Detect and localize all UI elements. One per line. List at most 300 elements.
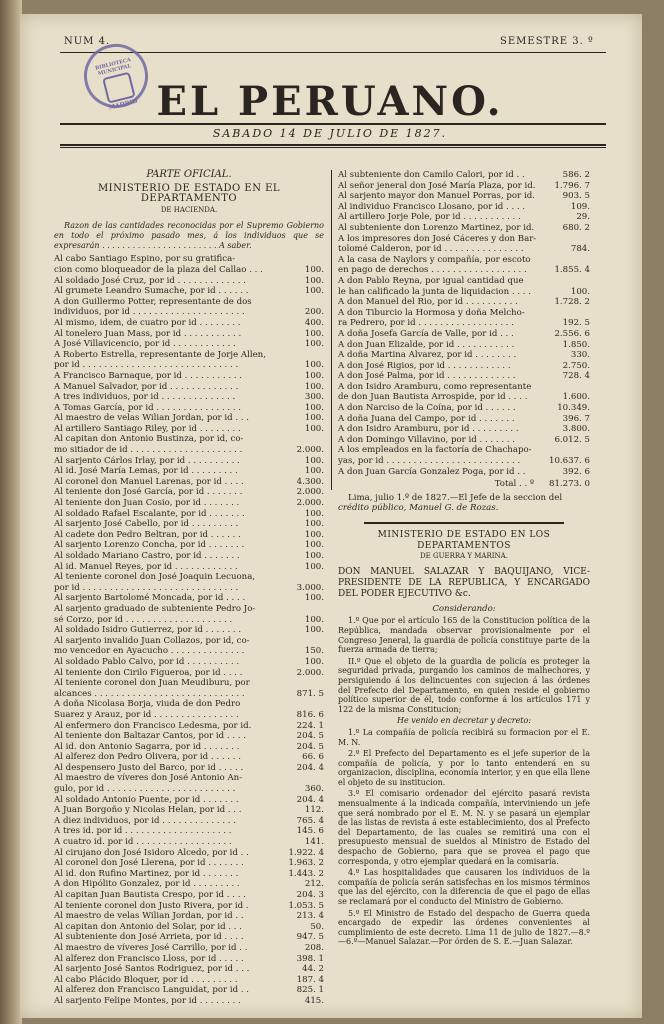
- issue-number: NUM 4.: [64, 36, 111, 47]
- item-amount: 765. 4: [296, 815, 324, 826]
- item-amount: 100.: [304, 413, 324, 424]
- item-description: Al despensero Justo del Barco, por id . . . . .: [54, 762, 244, 773]
- item-amount: 204. 3: [296, 890, 324, 900]
- list-item: [54, 890, 324, 901]
- item-amount: 10.637. 6: [548, 456, 590, 467]
- list-item: [54, 329, 324, 340]
- list-item: [54, 477, 324, 488]
- item-description: Al coronel don José Llerena, por id . . . . . . .: [54, 858, 244, 869]
- list-item: [338, 435, 590, 446]
- item-description: cion como bloqueador de la plaza del Callao . . .: [54, 264, 263, 275]
- item-description: yas, por id . . . . . . . . . . . . . . . . . . . . . . . . .: [338, 456, 521, 467]
- total-row: [338, 479, 590, 490]
- item-amount: 100.: [304, 455, 324, 466]
- list-item: [54, 530, 324, 541]
- item-amount: 1.796. 7: [554, 180, 590, 191]
- item-description: A don Pablo Reyna, por igual cantidad que: [338, 275, 524, 286]
- item-amount: 112.: [304, 805, 324, 816]
- list-item: [338, 318, 590, 329]
- item-description: A don Juan Elizalde, por id . . . . . . . . . . .: [338, 339, 515, 350]
- dateline-rule-thin: [60, 147, 606, 148]
- item-amount: 1.850.: [562, 339, 590, 350]
- item-description: Al subteniente don Camilo Calori, por id . .: [338, 170, 525, 180]
- list-item: [338, 371, 590, 382]
- list-item: [54, 276, 324, 287]
- item-amount: 1.922. 4: [288, 847, 324, 858]
- item-amount: [280, 572, 324, 583]
- item-description: Al capitan don Antonio del Solar, por id . . .: [54, 921, 242, 932]
- list-item: [54, 689, 324, 700]
- item-description: A Tomas García, por id . . . . . . . . . . . . . . . .: [54, 402, 242, 413]
- item-amount: 10.349.: [557, 403, 590, 414]
- item-amount: 100.: [304, 370, 324, 381]
- item-amount: 816. 6: [296, 709, 324, 720]
- list-item: [54, 636, 324, 647]
- item-amount: 903. 5: [562, 191, 590, 202]
- item-amount: 728. 4: [562, 371, 590, 382]
- list-item: [54, 985, 324, 996]
- decree-paragraph: 5.º El Ministro de Estado del despacho de Guerra queda encargado de expedir las órdenes convenientes al cumplimiento de este decreto. Lima 11 de julio de 1827.—8.º—6.º—Manuel Salazar.—Por órden de S. E.—Juan Salazar.: [338, 908, 590, 947]
- item-description: A don José Palma, por id . . . . . . . . . . . . .: [338, 371, 516, 382]
- item-description: en pago de derechos . . . . . . . . . . . . . . . . . .: [338, 265, 527, 276]
- dateline: SABADO 14 DE JULIO DE 1827.: [212, 127, 448, 140]
- intro-paragraph: Razon de las cantidades reconocidas por el Supremo Gobierno en todo el próximo pasado mes, á los individuos que se expresarán . . . . . . . . . . . . . . . . . . . . . . . A saber.: [54, 221, 324, 251]
- list-item: [338, 340, 590, 351]
- list-item: [338, 456, 590, 467]
- list-item: [54, 424, 324, 435]
- ministry2-heading: MINISTERIO DE ESTADO EN LOS DEPARTAMENTOS: [377, 530, 551, 551]
- item-amount: 3.000.: [296, 582, 324, 593]
- item-description: Al soldado Antonio Puente, por id . . . . . . .: [54, 794, 239, 805]
- item-description: Al sarjento Lorenzo Concha, por id . . . . . . .: [54, 540, 245, 551]
- item-amount: 392. 6: [562, 466, 590, 477]
- item-amount: [280, 604, 324, 615]
- item-description: A cuatro id. por id . . . . . . . . . . . . . . . . . .: [54, 837, 232, 848]
- item-amount: 2.750.: [562, 360, 590, 371]
- total-label: Total . . º: [494, 479, 534, 490]
- list-item: [54, 911, 324, 922]
- list-item: [54, 996, 324, 1007]
- item-amount: 204. 5: [296, 731, 324, 742]
- item-amount: 415.: [304, 995, 324, 1006]
- item-description: Al sarjento Felipe Montes, por id . . . . . . . .: [54, 995, 241, 1006]
- list-item: [54, 657, 324, 668]
- item-description: Al maestro de víveres José Carrillo, por id . .: [54, 942, 248, 953]
- item-amount: 100.: [304, 551, 324, 561]
- item-description: Al tonelero Juan Mass, por id . . . . . . . . . . .: [54, 328, 242, 339]
- item-amount: [546, 445, 590, 456]
- list-item: [54, 943, 324, 954]
- item-description: Al sarjento José Santos Rodriguez, por id . . .: [54, 964, 250, 975]
- decree-paragraph: 2.º El Prefecto del Departamento es el jefe superior de la compañía de policía, y por lo tanto entenderá en su organizacion, disciplina, economía interior, y en que ella llene el objeto de su institucion.: [338, 749, 590, 787]
- item-amount: 100.: [304, 540, 324, 551]
- list-item: [54, 901, 324, 912]
- item-description: Al subteniente don José Arrieta, por id . . . .: [54, 932, 244, 943]
- list-item: [338, 382, 590, 393]
- list-item: [54, 403, 324, 414]
- item-amount: 150.: [304, 646, 324, 657]
- item-amount: 100.: [570, 286, 590, 297]
- item-description: Al capitan Juan Bautista Crespo, por id . . . .: [54, 890, 246, 900]
- list-item: [54, 795, 324, 806]
- list-item: [54, 487, 324, 498]
- item-amount: 2.556. 6: [554, 328, 590, 339]
- considerando-label: Considerando:: [432, 603, 496, 614]
- item-description: Al soldado Rafael Escalante, por id . . . . . . .: [54, 508, 245, 519]
- list-item: [54, 879, 324, 890]
- left-column: [54, 170, 324, 1007]
- list-item: [338, 202, 590, 213]
- list-item: [54, 721, 324, 732]
- item-amount: 400.: [304, 317, 324, 328]
- item-description: A don Isidro Aramburu, como representante: [338, 381, 532, 392]
- decree-paragraph: II.º Que el objeto de la guardia de policía es proteger la seguridad privada, purgando los caminos de malhechores, y persiguiendo á los delincuentes con sujecion á las órdenes del Prefecto del Departamento, en quien reside el gobierno político superior de él, todo conforme á los artículos 171 y 122 de la misma Constitucion;: [338, 656, 590, 714]
- item-amount: 2.000.: [296, 487, 324, 498]
- list-item: [54, 742, 324, 753]
- item-description: Al id. Manuel Reyes, por id . . . . . . . . . . . .: [54, 561, 238, 572]
- item-description: Al id. José María Lemas, por id . . . . . . . . .: [54, 466, 238, 477]
- item-description: A tres individuos, por id . . . . . . . . . . . . . .: [54, 392, 236, 403]
- item-description: Al teniente don Juan Cosio, por id . . . . . . .: [54, 498, 240, 509]
- book-binding: [0, 0, 22, 1024]
- item-description: A don Manuel del Rio, por id . . . . . . . . . .: [338, 297, 518, 308]
- list-item: [54, 583, 324, 594]
- item-description: A Juan Borgoño y Nicolas Helan, por id . . .: [54, 805, 242, 816]
- list-item: [54, 710, 324, 721]
- item-description: Al capitan don Antonio Bustinza, por id, co-: [54, 434, 244, 445]
- list-item: [54, 604, 324, 615]
- item-amount: 2.000.: [296, 667, 324, 678]
- item-amount: 100.: [304, 593, 324, 604]
- list-item: [338, 287, 590, 298]
- item-description: de don Juan Bautista Arrospide, por id . . . .: [338, 392, 528, 403]
- list-item: [54, 848, 324, 859]
- item-description: ra Pedrero, por id . . . . . . . . . . . . . . . . . .: [338, 318, 514, 329]
- list-item: [54, 964, 324, 975]
- item-description: mo sitiador de id . . . . . . . . . . . . . . . . . . . . .: [54, 445, 243, 456]
- item-amount: [280, 297, 324, 308]
- item-amount: 100.: [304, 286, 324, 297]
- item-description: sé Corzo, por id . . . . . . . . . . . . . . . . . . . .: [54, 614, 233, 625]
- list-item: [54, 922, 324, 933]
- item-amount: 398. 1: [296, 953, 324, 964]
- item-amount: 1.855. 4: [554, 265, 590, 276]
- item-amount: 212.: [304, 879, 324, 890]
- item-description: Al soldado Isidro Gutierrez, por id . . . . . . .: [54, 625, 242, 636]
- list-item: [54, 699, 324, 710]
- total-value: 81.273. 0: [548, 479, 590, 490]
- decree-paragraph: 3.º El comisario ordenador del ejército pasará revista mensualmente á la indicada compañía, interviniendo un jefe que será nombrado por el E. M. N. y se pasará un ejemplar de las listas de revista á este establecimiento, dos al Prefecto del Departamento, de las cuales se remitirá una con el presupuesto mensual de sueldos al Ministro de Estado del despacho de Gobierno, para que se provea el pago que corresponda, y otro ejemplar quedará en la comisaría.: [338, 789, 590, 866]
- list-item: [54, 519, 324, 530]
- item-description: Al enfermero don Francisco Ledesma, por id.: [54, 720, 252, 731]
- item-amount: 947. 5: [296, 932, 324, 943]
- list-item: [338, 212, 590, 223]
- item-amount: 360.: [304, 784, 324, 795]
- item-description: A don Guillermo Potter, representante de dos: [54, 296, 252, 307]
- item-description: A José Villavicencio, por id . . . . . . . . . . . .: [54, 339, 236, 350]
- item-description: Al mismo, idem, de cuatro por id . . . . . . . .: [54, 317, 241, 328]
- list-item: [338, 403, 590, 414]
- list-item: [54, 350, 324, 361]
- list-item: [54, 805, 324, 816]
- list-item: [54, 562, 324, 573]
- item-description: Suarez y Arauz, por id . . . . . . . . . . . . . . . .: [54, 709, 239, 720]
- item-amount: 50.: [310, 921, 324, 932]
- list-item: [54, 668, 324, 679]
- list-item: [338, 244, 590, 255]
- item-amount: 100.: [304, 466, 324, 477]
- item-amount: 192. 5: [562, 318, 590, 329]
- item-description: Al id. don Antonio Sagarra, por id . . . . . . .: [54, 741, 240, 752]
- list-item: [54, 318, 324, 329]
- item-description: Al maestro de velas Wilian Jordan, por id . . .: [54, 413, 250, 424]
- list-item: [338, 265, 590, 276]
- item-description: A doña Josefa García de Valle, por id . . .: [338, 328, 514, 339]
- ministry-heading: MINISTERIO DE ESTADO EN EL DEPARTAMENTO: [97, 182, 281, 205]
- item-description: Al soldado José Cruz, por id . . . . . . . . . . . . .: [54, 275, 246, 286]
- list-item: [338, 297, 590, 308]
- item-amount: 100.: [304, 625, 324, 636]
- list-item: [338, 350, 590, 361]
- semester-label: SEMESTRE 3. º: [500, 36, 594, 47]
- list-item: [54, 413, 324, 424]
- item-description: Al teniente don Baltazar Cantos, por id . . . .: [54, 731, 246, 742]
- masthead-rule: [60, 123, 606, 125]
- item-description: le han calificado la junta de liquidacion . . . .: [338, 286, 531, 297]
- right-column: [338, 170, 590, 947]
- list-item: [54, 858, 324, 869]
- list-item: [54, 392, 324, 403]
- top-rule: [60, 52, 606, 53]
- item-amount: 187. 4: [296, 974, 324, 985]
- item-description: A don Hipólito Gonzalez, por id . . . . . . . . .: [54, 879, 240, 890]
- payment-list-continued: [338, 170, 590, 477]
- list-item: [338, 181, 590, 192]
- item-amount: 100.: [304, 264, 324, 275]
- list-item: [54, 382, 324, 393]
- list-item: [54, 646, 324, 657]
- item-description: Al sarjento graduado de subteniente Pedro Jo-: [54, 603, 256, 614]
- decree-paragraph: He venido en decretar y decreto:: [396, 716, 532, 726]
- item-amount: [546, 234, 590, 245]
- list-item: [338, 170, 590, 181]
- masthead-title: EL PERUANO.: [156, 78, 504, 125]
- list-item: [54, 445, 324, 456]
- item-amount: 4.300.: [296, 476, 324, 487]
- item-description: A los empleados en la factoría de Chachapo-: [338, 445, 532, 456]
- list-item: [338, 255, 590, 266]
- item-amount: 330.: [570, 350, 590, 361]
- list-item: [54, 932, 324, 943]
- item-description: Al cadete don Pedro Beltran, por id . . . . . .: [54, 529, 241, 540]
- item-amount: 1.963. 2: [288, 858, 324, 869]
- list-item: [338, 361, 590, 372]
- item-description: mo vencedor en Ayacucho . . . . . . . . . . . . . .: [54, 646, 245, 657]
- item-description: A don Isidro Aramburu, por id . . . . . . . . .: [338, 424, 519, 435]
- list-item: [54, 826, 324, 837]
- item-description: Al artillero Santiago Riley, por id . . . . . . . .: [54, 423, 241, 434]
- list-item: [54, 371, 324, 382]
- list-item: [338, 191, 590, 202]
- item-amount: [280, 773, 324, 784]
- item-amount: 145. 6: [296, 826, 324, 837]
- list-item: [338, 392, 590, 403]
- list-item: [54, 551, 324, 562]
- list-item: [54, 498, 324, 509]
- item-description: Al alferez don Francisco Languidat, por id . .: [54, 985, 250, 996]
- signature-line: Lima, julio 1.º de 1827.—El Jefe de la seccion del: [348, 492, 563, 503]
- item-description: Al cabo Plácido Bloquer, por id . . . . . . . . .: [54, 974, 238, 985]
- item-amount: [546, 276, 590, 287]
- list-item: [54, 869, 324, 880]
- decree-heading: DON MANUEL SALAZAR Y BAQUIJANO, VICE-PRESIDENTE DE LA REPUBLICA, Y ENCARGADO DEL PODER EJECUTIVO &c.: [338, 566, 590, 599]
- list-item: [54, 339, 324, 350]
- item-amount: 200.: [304, 307, 324, 318]
- item-description: Al id. don Rufino Martinez, por id . . . . . . .: [54, 868, 239, 879]
- list-item: [338, 414, 590, 425]
- list-item: [54, 509, 324, 520]
- item-amount: 3.800.: [562, 424, 590, 435]
- item-description: Al alferez don Pedro Olivera, por id . . . . . .: [54, 752, 241, 763]
- item-description: Al sarjento José Cabello, por id . . . . . . . . .: [54, 519, 239, 530]
- item-amount: [546, 255, 590, 266]
- list-item: [54, 625, 324, 636]
- section-rule: [364, 522, 564, 524]
- item-description: por id . . . . . . . . . . . . . . . . . . . . . . . . . . . . .: [54, 582, 239, 593]
- item-amount: 396. 7: [562, 413, 590, 424]
- item-amount: 224. 1: [296, 720, 324, 731]
- item-amount: [280, 434, 324, 445]
- item-amount: 1.728. 2: [554, 297, 590, 308]
- item-description: A doña Juana del Campo, por id . . . . . . .: [338, 413, 515, 424]
- list-item: [54, 286, 324, 297]
- list-item: [54, 615, 324, 626]
- ministry2-subheading: DE GUERRA Y MARINA.: [420, 552, 508, 561]
- item-amount: 100.: [304, 656, 324, 667]
- item-description: Al soldado Mariano Castro, por id . . . . . . .: [54, 551, 240, 561]
- item-amount: 208.: [304, 942, 324, 953]
- list-item: [338, 329, 590, 340]
- item-description: A don Domingo Villavino, por id . . . . . . .: [338, 434, 515, 445]
- item-amount: 141.: [304, 837, 324, 848]
- list-item: [54, 678, 324, 689]
- item-amount: 6.012. 5: [554, 434, 590, 445]
- decree-paragraphs: [338, 616, 590, 947]
- item-description: gulo, por id . . . . . . . . . . . . . . . . . . . . . . . .: [54, 784, 236, 795]
- item-amount: 100.: [304, 561, 324, 572]
- list-item: [54, 752, 324, 763]
- list-item: [54, 731, 324, 742]
- item-amount: 100.: [304, 529, 324, 540]
- item-description: A don Narciso de la Coína, por id . . . . . .: [338, 403, 516, 414]
- list-item: [54, 466, 324, 477]
- item-amount: 100.: [304, 275, 324, 286]
- item-description: A don Juan García Gonzalez Poga, por id . .: [338, 466, 526, 477]
- stamp-text-top: BIBLIOTECA MUNICIPAL: [94, 57, 132, 78]
- item-amount: [546, 382, 590, 393]
- item-amount: 109.: [570, 201, 590, 212]
- item-amount: 784.: [570, 244, 590, 255]
- item-description: alcances . . . . . . . . . . . . . . . . . . . . . . . . . . . .: [54, 688, 245, 699]
- list-item: [338, 424, 590, 435]
- list-item: [338, 234, 590, 245]
- list-item: [338, 276, 590, 287]
- item-description: Al teniente coronel don Juan Meudiburu, por: [54, 678, 250, 689]
- item-description: Al señor jeneral don José María Plaza, por id.: [338, 180, 536, 191]
- item-description: A Francisco Barnaque, por id . . . . . . . . . . .: [54, 370, 243, 381]
- item-amount: [280, 678, 324, 689]
- list-item: [54, 265, 324, 276]
- item-description: Al individuo Francisco Llosano, por id . . . .: [338, 201, 526, 212]
- item-amount: 29.: [576, 212, 590, 223]
- item-amount: 300.: [304, 392, 324, 403]
- item-amount: [280, 254, 324, 265]
- item-description: Al sarjento mayor don Manuel Porras, por id.: [338, 191, 535, 202]
- item-amount: 1.443. 2: [288, 868, 324, 879]
- list-item: [54, 360, 324, 371]
- item-amount: [280, 350, 324, 361]
- item-description: A tres id. por id . . . . . . . . . . . . . . . . . . . .: [54, 826, 232, 837]
- item-amount: 100.: [304, 519, 324, 530]
- item-amount: 2.000.: [296, 445, 324, 456]
- item-amount: [546, 308, 590, 319]
- item-amount: 204. 5: [296, 741, 324, 752]
- item-amount: 100.: [304, 614, 324, 625]
- list-item: [54, 540, 324, 551]
- list-item: [54, 784, 324, 795]
- item-amount: 100.: [304, 328, 324, 339]
- list-item: [54, 456, 324, 467]
- item-amount: 100.: [304, 423, 324, 434]
- item-amount: 100.: [304, 381, 324, 392]
- list-item: [54, 307, 324, 318]
- item-description: tolomé Calderon, por id . . . . . . . . . . . . . . .: [338, 244, 524, 255]
- list-item: [338, 467, 590, 478]
- list-item: [338, 308, 590, 319]
- item-description: Al teniente don José García, por id . . . . . . .: [54, 487, 243, 498]
- item-amount: 66. 6: [302, 752, 324, 763]
- section-heading: PARTE OFICIAL.: [146, 169, 232, 180]
- item-amount: 204. 4: [296, 762, 324, 773]
- dateline-rule: [60, 144, 606, 146]
- item-amount: 1.600.: [562, 392, 590, 403]
- item-description: Al grumete Leandro Sumache, por id . . . . . .: [54, 286, 249, 297]
- item-description: A Roberto Estrella, representante de Jorje Allen,: [54, 349, 266, 360]
- list-item: [54, 773, 324, 784]
- column-divider: [331, 170, 332, 490]
- item-amount: 871. 5: [296, 688, 324, 699]
- list-item: [54, 763, 324, 774]
- decree-paragraph: 4.º Las hospitalidades que causaren los individuos de la compañía de policía serán satisfechas en los mismos términos que las del ejército, con la diferencia de que el pago de ellas se reclamará por el conducto del Ministro de Gobierno.: [338, 868, 590, 906]
- item-amount: [280, 699, 324, 710]
- decree-paragraph: 1.º Que por el artículo 165 de la Constitucion política de la República, mandada observar provisionalmente por el Congreso Jeneral, la guardia de policía constituye parte de la fuerza armada de tierra;: [338, 616, 590, 655]
- item-description: A doña Martina Alvarez, por id . . . . . . . .: [338, 350, 517, 361]
- list-item: [54, 954, 324, 965]
- item-description: A la casa de Naylors y compañía, por escoto: [338, 254, 531, 265]
- item-description: Al cabo Santiago Espino, por su gratifica-: [54, 254, 236, 265]
- item-amount: 825. 1: [296, 985, 324, 996]
- item-amount: 100.: [304, 508, 324, 519]
- item-description: Al subteniente don Lorenzo Martinez, por id.: [338, 222, 535, 233]
- item-amount: 100.: [304, 402, 324, 413]
- item-amount: 213. 4: [296, 911, 324, 922]
- item-description: Al sarjento Cárlos Irlay, por id . . . . . . . . . .: [54, 455, 240, 466]
- item-amount: 100.: [304, 339, 324, 350]
- item-description: Al sarjento invalido Juan Collazos, por id, co-: [54, 635, 250, 646]
- list-item: [338, 445, 590, 456]
- item-description: A Manuel Salvador, por id . . . . . . . . . . . . .: [54, 381, 239, 392]
- list-item: [338, 223, 590, 234]
